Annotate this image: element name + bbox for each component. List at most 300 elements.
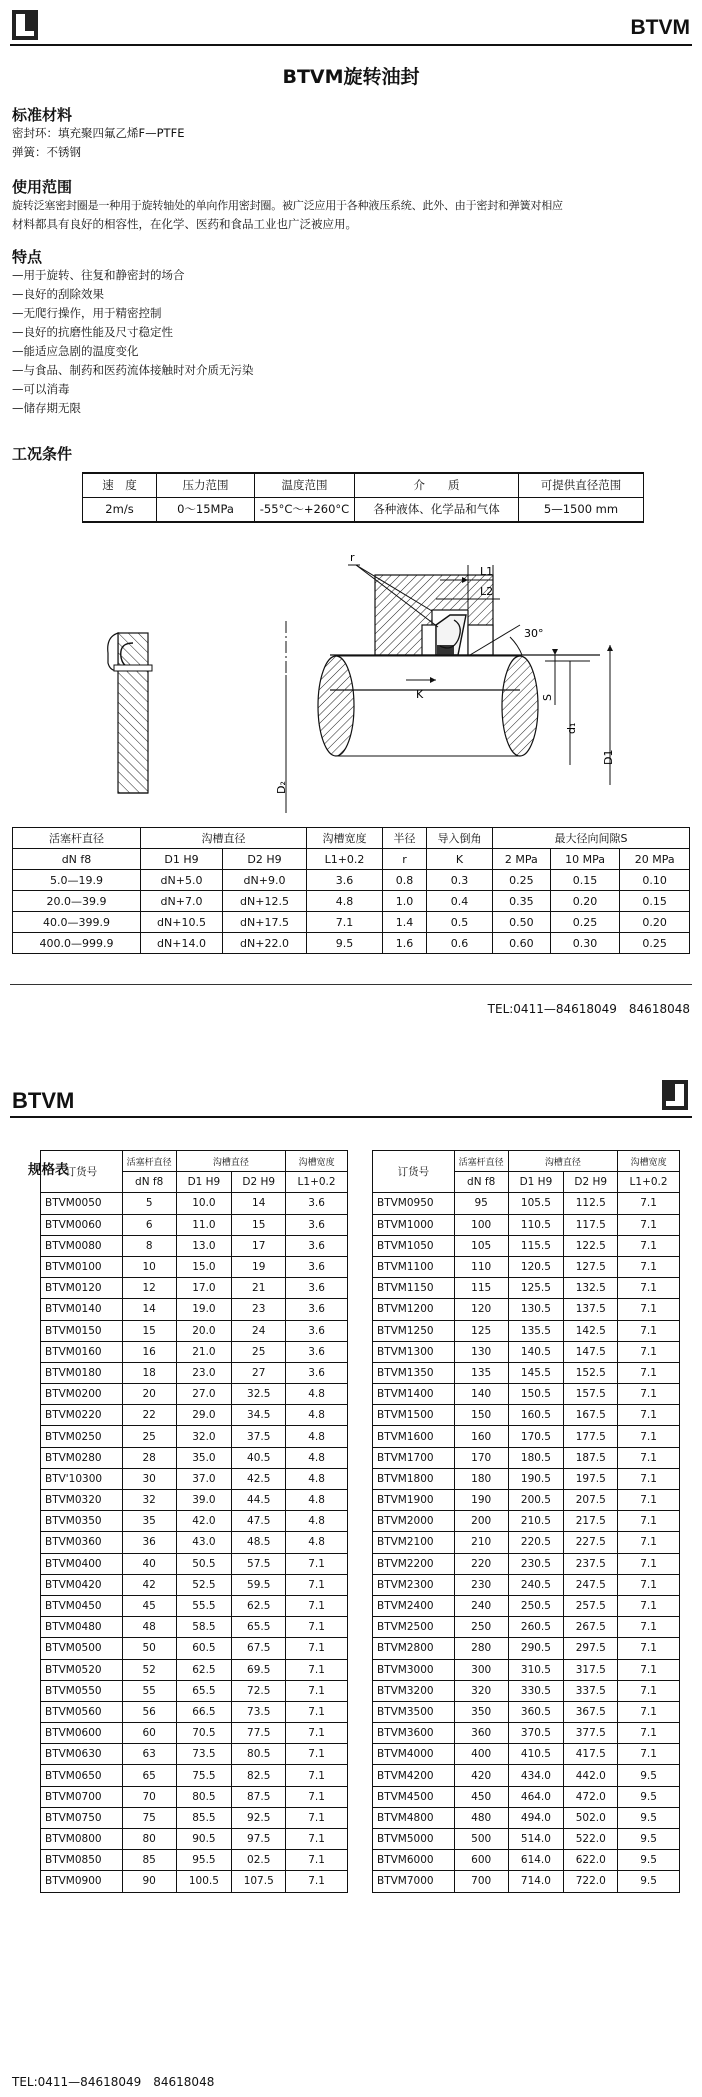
table-cell: 0.25 (550, 912, 620, 933)
table-row (41, 1532, 348, 1553)
table-cell: 42 (122, 1574, 176, 1595)
table-header: r (383, 849, 427, 870)
table-cell: 9.5 (618, 1850, 680, 1871)
table-cell: 0.6 (427, 933, 493, 954)
table-cell: 5—1500 mm (519, 497, 644, 522)
order-number-cell: BTVM0360 (41, 1532, 123, 1553)
table-cell: 107.5 (232, 1871, 286, 1892)
table-cell: 200.5 (508, 1490, 564, 1511)
table-cell: 5 (122, 1193, 176, 1214)
table-header: 沟槽宽度 (307, 828, 383, 849)
table-cell: dN+12.5 (223, 891, 307, 912)
table-cell: 117.5 (564, 1214, 618, 1235)
order-number-cell: BTVM0060 (41, 1214, 123, 1235)
table-cell: 227.5 (564, 1532, 618, 1553)
table-header: 订货号 (41, 1151, 123, 1193)
table-cell: 247.5 (564, 1574, 618, 1595)
table-cell: 4.8 (286, 1447, 348, 1468)
table-cell: dN+22.0 (223, 933, 307, 954)
table-cell: 180.5 (508, 1447, 564, 1468)
table-cell: 3.6 (286, 1235, 348, 1256)
table-cell: 100.5 (176, 1871, 232, 1892)
table-cell: 360 (454, 1723, 508, 1744)
table-row (373, 1680, 680, 1701)
table-header: 沟槽宽度 (286, 1151, 348, 1172)
order-number-cell: BTVM0630 (41, 1744, 123, 1765)
table-row (373, 1574, 680, 1595)
spec-table-left (40, 1150, 348, 1893)
table-cell: 62.5 (176, 1659, 232, 1680)
application-line: 旋转泛塞密封圈是一种用于旋转轴处的单向作用密封圈。被广泛应用于各种液压系统、此外、由于密封和弹簧对相应 (12, 199, 563, 212)
table-cell: 135 (454, 1362, 508, 1383)
table-cell: 70.5 (176, 1723, 232, 1744)
table-cell: 330.5 (508, 1680, 564, 1701)
table-cell: 400 (454, 1744, 508, 1765)
table-cell: 1.6 (383, 933, 427, 954)
table-cell: 70 (122, 1786, 176, 1807)
order-number-cell: BTVM0480 (41, 1617, 123, 1638)
table-cell: 7.1 (618, 1341, 680, 1362)
table-row (373, 1256, 680, 1277)
order-number-cell: BTVM2800 (373, 1638, 455, 1659)
table-header: 介 质 (355, 473, 519, 497)
table-cell: 73.5 (232, 1701, 286, 1722)
table-cell: 66.5 (176, 1701, 232, 1722)
table-row (41, 1744, 348, 1765)
table-cell: 65.5 (232, 1617, 286, 1638)
table-cell: 7.1 (286, 1574, 348, 1595)
table-cell: 115.5 (508, 1235, 564, 1256)
table-cell: 0～15MPa (157, 497, 255, 522)
table-cell: 7.1 (618, 1256, 680, 1277)
table-cell: 360.5 (508, 1701, 564, 1722)
table-cell: dN+17.5 (223, 912, 307, 933)
table-cell: dN+5.0 (141, 870, 223, 891)
table-cell: 622.0 (564, 1850, 618, 1871)
table-row (373, 1405, 680, 1426)
table-row (373, 1617, 680, 1638)
table-cell: 7.1 (618, 1744, 680, 1765)
table-cell: 614.0 (508, 1850, 564, 1871)
table-cell: 0.20 (620, 912, 690, 933)
table-cell: 3.6 (286, 1256, 348, 1277)
table-row (373, 1723, 680, 1744)
order-number-cell: BTVM0280 (41, 1447, 123, 1468)
order-number-cell: BTVM0650 (41, 1765, 123, 1786)
table-cell: dN+9.0 (223, 870, 307, 891)
table-row (373, 1786, 680, 1807)
table-cell: 14 (122, 1299, 176, 1320)
table-cell: 152.5 (564, 1362, 618, 1383)
order-number-cell: BTVM1200 (373, 1299, 455, 1320)
table-header: D1 H9 (176, 1172, 232, 1193)
order-number-cell: BTVM0500 (41, 1638, 123, 1659)
table-cell: -55°C～+260°C (255, 497, 355, 522)
table-cell: 115 (454, 1278, 508, 1299)
table-cell: 12 (122, 1278, 176, 1299)
table-cell: 15.0 (176, 1256, 232, 1277)
table-cell: 10 (122, 1256, 176, 1277)
table-cell: 7.1 (618, 1595, 680, 1616)
page-title: BTVM旋转油封 (282, 66, 420, 88)
table-row (41, 1765, 348, 1786)
table-cell: 75 (122, 1807, 176, 1828)
table-cell: 350 (454, 1701, 508, 1722)
table-cell: 0.50 (493, 912, 551, 933)
table-cell: 0.15 (620, 891, 690, 912)
table-cell: 120.5 (508, 1256, 564, 1277)
order-number-cell: BTVM0750 (41, 1807, 123, 1828)
table-row (373, 1426, 680, 1447)
table-row (41, 1807, 348, 1828)
table-cell: 92.5 (232, 1807, 286, 1828)
table-cell: 7.1 (286, 1807, 348, 1828)
table-cell: 120 (454, 1299, 508, 1320)
table-cell: 37.5 (232, 1426, 286, 1447)
table-cell: 140 (454, 1384, 508, 1405)
order-number-cell: BTVM0080 (41, 1235, 123, 1256)
table-cell: 150.5 (508, 1384, 564, 1405)
table-cell: 15 (122, 1320, 176, 1341)
table-cell: 140.5 (508, 1341, 564, 1362)
table-cell: 7.1 (286, 1829, 348, 1850)
table-row (373, 1362, 680, 1383)
table-header: D2 H9 (223, 849, 307, 870)
table-cell: 65 (122, 1765, 176, 1786)
table-cell: 100 (454, 1214, 508, 1235)
table-cell: 7.1 (618, 1299, 680, 1320)
table-cell: 700 (454, 1871, 508, 1892)
table-row (13, 933, 690, 954)
table-row (373, 1490, 680, 1511)
table-header: 导入倒角 (427, 828, 493, 849)
table-cell: dN+7.0 (141, 891, 223, 912)
table-cell: 0.3 (427, 870, 493, 891)
table-cell: 7.1 (618, 1617, 680, 1638)
table-header: L1+0.2 (618, 1172, 680, 1193)
order-number-cell: BTVM0950 (373, 1193, 455, 1214)
table-cell: 522.0 (564, 1829, 618, 1850)
table-cell: 72.5 (232, 1680, 286, 1701)
table-cell: dN+14.0 (141, 933, 223, 954)
order-number-cell: BTVM3000 (373, 1659, 455, 1680)
order-number-cell: BTVM1000 (373, 1214, 455, 1235)
table-cell: 130 (454, 1341, 508, 1362)
order-number-cell: BTVM1600 (373, 1426, 455, 1447)
table-cell: 37.0 (176, 1468, 232, 1489)
table-cell: 27.0 (176, 1384, 232, 1405)
table-cell: 90.5 (176, 1829, 232, 1850)
table-header: 10 MPa (550, 849, 620, 870)
feature-item: —能适应急剧的温度变化 (12, 344, 139, 358)
table-cell: 7.1 (286, 1617, 348, 1638)
table-cell: 3.6 (307, 870, 383, 891)
table-cell: 7.1 (286, 1638, 348, 1659)
table-cell: 170 (454, 1447, 508, 1468)
table-cell: 80.5 (176, 1786, 232, 1807)
table-row (41, 1511, 348, 1532)
table-cell: 17.0 (176, 1278, 232, 1299)
feature-item: —用于旋转、往复和静密封的场合 (12, 268, 185, 282)
table-cell: 7.1 (618, 1553, 680, 1574)
table-cell: 142.5 (564, 1320, 618, 1341)
table-cell: 0.60 (493, 933, 551, 954)
table-cell: 4.8 (286, 1511, 348, 1532)
table-header: L1+0.2 (286, 1172, 348, 1193)
page-title: BTVM (12, 1088, 75, 1113)
table-cell: 45 (122, 1595, 176, 1616)
table-cell: 7.1 (286, 1744, 348, 1765)
order-number-cell: BTVM0560 (41, 1701, 123, 1722)
table-cell: 290.5 (508, 1638, 564, 1659)
table-row (373, 1638, 680, 1659)
table-cell: 52 (122, 1659, 176, 1680)
table-row (373, 1744, 680, 1765)
table-cell: 0.10 (620, 870, 690, 891)
table-header: 压力范围 (157, 473, 255, 497)
order-number-cell: BTVM2300 (373, 1574, 455, 1595)
table-cell: 25 (122, 1426, 176, 1447)
table-cell: 7.1 (618, 1468, 680, 1489)
table-cell: 722.0 (564, 1871, 618, 1892)
table-cell: 105 (454, 1235, 508, 1256)
table-cell: 4.8 (286, 1426, 348, 1447)
table-cell: 18 (122, 1362, 176, 1383)
table-header: 速 度 (83, 473, 157, 497)
table-row (373, 1871, 680, 1892)
table-cell: 63 (122, 1744, 176, 1765)
table-cell: 197.5 (564, 1468, 618, 1489)
table-cell: 44.5 (232, 1490, 286, 1511)
label-l2: L2 (480, 585, 494, 598)
table-cell: 20 (122, 1384, 176, 1405)
table-cell: 95.5 (176, 1850, 232, 1871)
table-cell: 9.5 (618, 1807, 680, 1828)
application-heading: 使用范围 (12, 178, 73, 196)
table-cell: 60.5 (176, 1638, 232, 1659)
order-number-cell: BTVM1900 (373, 1490, 455, 1511)
table-cell: 112.5 (564, 1193, 618, 1214)
table-header: 半径 (383, 828, 427, 849)
table-row (41, 1426, 348, 1447)
table-cell: 50 (122, 1638, 176, 1659)
table-cell: 0.25 (493, 870, 551, 891)
order-number-cell: BTVM0180 (41, 1362, 123, 1383)
table-cell: 85.5 (176, 1807, 232, 1828)
table-cell: 3.6 (286, 1341, 348, 1362)
table-cell: 6 (122, 1214, 176, 1235)
spec-subtitle: 规格表 (28, 1162, 69, 1178)
table-cell: 500 (454, 1829, 508, 1850)
label-angle: 30° (524, 627, 544, 640)
table-cell: 15 (232, 1214, 286, 1235)
feature-item: —良好的抗磨性能及尺寸稳定性 (12, 325, 173, 339)
table-cell: 125.5 (508, 1278, 564, 1299)
table-header: D1 H9 (141, 849, 223, 870)
table-row (373, 1214, 680, 1235)
order-number-cell: BTVM3600 (373, 1723, 455, 1744)
label-l1: L1 (480, 565, 494, 578)
table-cell: 47.5 (232, 1511, 286, 1532)
table-row (41, 1447, 348, 1468)
header-rule (10, 44, 692, 46)
order-number-cell: BTVM0420 (41, 1574, 123, 1595)
table-cell: 9.5 (307, 933, 383, 954)
table-cell: 180 (454, 1468, 508, 1489)
order-number-cell: BTVM1350 (373, 1362, 455, 1383)
table-cell: 147.5 (564, 1341, 618, 1362)
table-cell: 7.1 (618, 1405, 680, 1426)
table-row (373, 1807, 680, 1828)
table-header: 可提供直径范围 (519, 473, 644, 497)
table-cell: 410.5 (508, 1744, 564, 1765)
table-row (373, 1829, 680, 1850)
order-number-cell: BTVM6000 (373, 1850, 455, 1871)
table-cell: 187.5 (564, 1447, 618, 1468)
table-cell: 7.1 (286, 1850, 348, 1871)
table-cell: 3.6 (286, 1320, 348, 1341)
table-cell: 317.5 (564, 1659, 618, 1680)
table-cell: 132.5 (564, 1278, 618, 1299)
table-cell: 52.5 (176, 1574, 232, 1595)
order-number-cell: BTVM4200 (373, 1765, 455, 1786)
table-header: D1 H9 (508, 1172, 564, 1193)
table-cell: 220.5 (508, 1532, 564, 1553)
table-header: 订货号 (373, 1151, 455, 1193)
table-cell: 5.0—19.9 (13, 870, 141, 891)
table-cell: 20.0—39.9 (13, 891, 141, 912)
table-cell: 3.6 (286, 1193, 348, 1214)
table-cell: 25 (232, 1341, 286, 1362)
table-row (41, 1701, 348, 1722)
table-cell: 69.5 (232, 1659, 286, 1680)
order-number-cell: BTV'10300 (41, 1468, 123, 1489)
table-header: 最大径向间隙S (493, 828, 690, 849)
table-cell: 7.1 (618, 1193, 680, 1214)
table-cell: 27 (232, 1362, 286, 1383)
brand-logo-icon (12, 10, 38, 40)
table-cell: 420 (454, 1765, 508, 1786)
table-header: 活塞杆直径 (454, 1151, 508, 1172)
table-cell: 177.5 (564, 1426, 618, 1447)
spec-table-right (372, 1150, 680, 1893)
table-cell: 87.5 (232, 1786, 286, 1807)
table-cell: 59.5 (232, 1574, 286, 1595)
table-cell: 3.6 (286, 1278, 348, 1299)
table-row (41, 1850, 348, 1871)
table-row (373, 1320, 680, 1341)
table-cell: 7.1 (618, 1680, 680, 1701)
table-header: 沟槽直径 (141, 828, 307, 849)
table-row (13, 891, 690, 912)
table-cell: 0.4 (427, 891, 493, 912)
table-cell: 250.5 (508, 1595, 564, 1616)
table-cell: 40 (122, 1553, 176, 1574)
table-row (41, 1871, 348, 1892)
table-cell: 21 (232, 1278, 286, 1299)
table-cell: 02.5 (232, 1850, 286, 1871)
table-header: 沟槽直径 (176, 1151, 286, 1172)
order-number-cell: BTVM1100 (373, 1256, 455, 1277)
feature-item: —良好的刮除效果 (12, 287, 104, 301)
table-row (373, 1595, 680, 1616)
table-cell: 0.5 (427, 912, 493, 933)
table-row (41, 1786, 348, 1807)
label-k: K (416, 688, 424, 701)
table-cell: 237.5 (564, 1553, 618, 1574)
table-cell: 82.5 (232, 1765, 286, 1786)
table-cell: 56 (122, 1701, 176, 1722)
table-cell: 7.1 (618, 1214, 680, 1235)
table-cell: 7.1 (286, 1786, 348, 1807)
table-cell: 110 (454, 1256, 508, 1277)
order-number-cell: BTVM0220 (41, 1405, 123, 1426)
table-row (41, 1468, 348, 1489)
table-cell: 145.5 (508, 1362, 564, 1383)
table-cell: 434.0 (508, 1765, 564, 1786)
table-cell: 7.1 (286, 1659, 348, 1680)
table-cell: 13.0 (176, 1235, 232, 1256)
table-cell: 7.1 (286, 1723, 348, 1744)
table-row (41, 1574, 348, 1595)
table-cell: 4.8 (286, 1468, 348, 1489)
table-cell: 各种液体、化学品和气体 (355, 497, 519, 522)
order-number-cell: BTVM2000 (373, 1511, 455, 1532)
table-row (13, 870, 690, 891)
table-row (373, 1299, 680, 1320)
table-cell: 370.5 (508, 1723, 564, 1744)
table-header: K (427, 849, 493, 870)
table-cell: 58.5 (176, 1617, 232, 1638)
label-D2: D₂ (275, 781, 288, 794)
table-row (41, 1638, 348, 1659)
label-r: r (350, 551, 355, 564)
table-cell: 170.5 (508, 1426, 564, 1447)
table-row (41, 1362, 348, 1383)
order-number-cell: BTVM1050 (373, 1235, 455, 1256)
order-number-cell: BTVM3500 (373, 1701, 455, 1722)
table-row (41, 1299, 348, 1320)
order-number-cell: BTVM0850 (41, 1850, 123, 1871)
table-cell: 450 (454, 1786, 508, 1807)
table-cell: 7.1 (286, 1680, 348, 1701)
order-number-cell: BTVM2200 (373, 1553, 455, 1574)
order-number-cell: BTVM0050 (41, 1193, 123, 1214)
table-cell: 337.5 (564, 1680, 618, 1701)
table-cell: 16 (122, 1341, 176, 1362)
table-cell: 7.1 (286, 1871, 348, 1892)
table-cell: 3.6 (286, 1362, 348, 1383)
table-cell: 480 (454, 1807, 508, 1828)
table-cell: 24 (232, 1320, 286, 1341)
table-cell: 0.35 (493, 891, 551, 912)
order-number-cell: BTVM3200 (373, 1680, 455, 1701)
materials-line: 弹簧：不锈钢 (12, 145, 81, 159)
table-cell: 127.5 (564, 1256, 618, 1277)
table-header: dN f8 (454, 1172, 508, 1193)
table-cell: 55 (122, 1680, 176, 1701)
order-number-cell: BTVM0900 (41, 1871, 123, 1892)
table-cell: 167.5 (564, 1405, 618, 1426)
features-heading: 特点 (12, 248, 43, 266)
table-cell: 14 (232, 1193, 286, 1214)
feature-item: —与食品、制药和医药流体接触时对介质无污染 (12, 363, 254, 377)
order-number-cell: BTVM0120 (41, 1278, 123, 1299)
table-cell: 367.5 (564, 1701, 618, 1722)
label-d1: d₁ (565, 722, 578, 734)
table-cell: 320 (454, 1680, 508, 1701)
table-cell: 160.5 (508, 1405, 564, 1426)
